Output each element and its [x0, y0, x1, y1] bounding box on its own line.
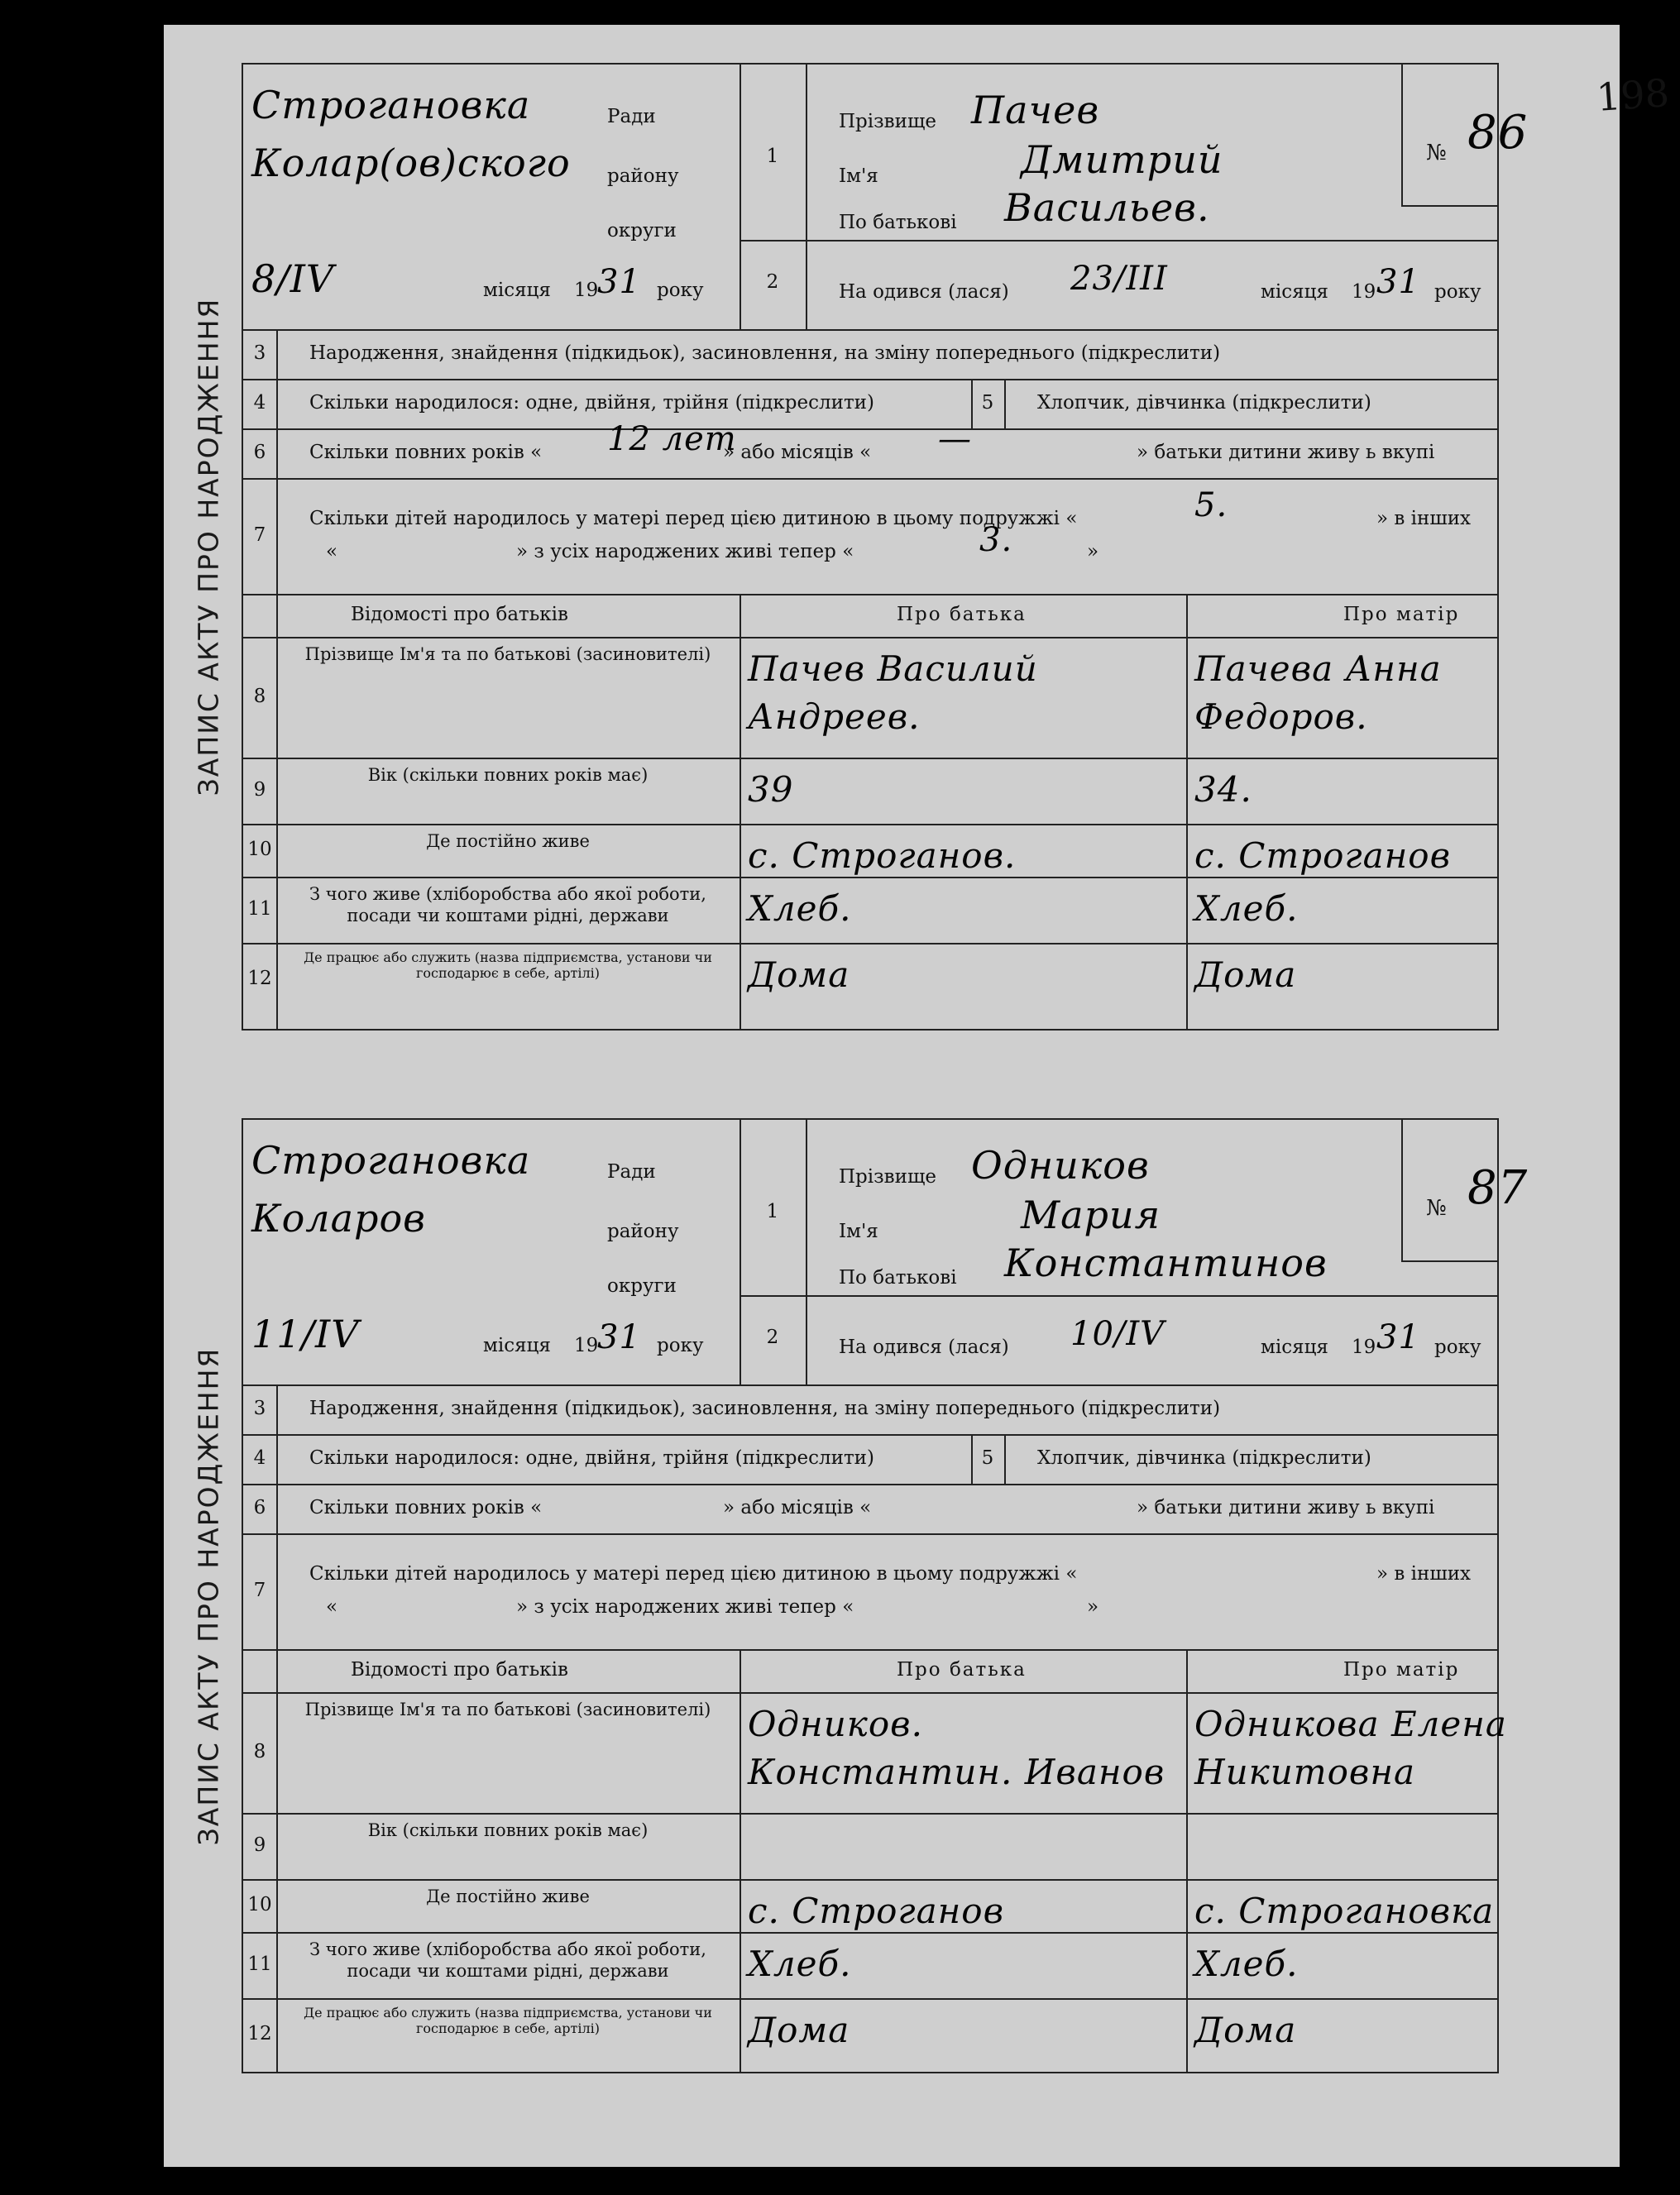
row6-text-a: Скільки повних років «	[309, 1497, 543, 1518]
rada-label: Ради	[607, 1161, 656, 1183]
table-rule	[243, 824, 1497, 825]
row7-line2-b: » з усіх народжених живі тепер «	[516, 541, 854, 562]
mother-value: Дома	[1194, 954, 1297, 995]
row7-line1: Скільки дітей народилось у матері перед цією дитиною в цьому подружжі «	[309, 508, 1078, 529]
born-year-prefix: 19	[1352, 281, 1376, 303]
parents-header-label: Відомості про батьків	[351, 604, 568, 625]
table-rule	[1401, 205, 1497, 207]
patronymic-label: По батькові	[839, 212, 957, 233]
row-num: 12	[247, 968, 272, 989]
parent-field-label: Де постійно живе	[426, 831, 590, 851]
parent-field-label: Прізвище Ім'я та по батькові (засиновителі)	[304, 644, 711, 664]
table-rule	[243, 1879, 1497, 1881]
table-rule	[243, 943, 1497, 944]
row-num: 11	[247, 898, 272, 920]
year-prefix: 19	[574, 1335, 599, 1356]
row-num: 3	[253, 1398, 266, 1419]
table-rule	[1401, 65, 1403, 205]
table-rule	[243, 637, 1497, 638]
okruga-label: округи	[607, 1275, 677, 1297]
born-year-digits: 31	[1376, 1318, 1420, 1356]
table-rule	[243, 1384, 1497, 1386]
number-value: 86	[1467, 106, 1529, 160]
row7-line1: Скільки дітей народилось у матері перед цією дитиною в цьому подружжі «	[309, 1563, 1078, 1585]
row7-line1-end: » в інших	[1376, 1563, 1472, 1585]
father-value: с. Строганов	[748, 1891, 1005, 1931]
parent-field-label: Де постійно живе	[426, 1887, 590, 1906]
mother-value: Хлеб.	[1194, 1944, 1299, 1984]
row-num: 5	[981, 1447, 994, 1469]
row-num: 1	[766, 1201, 779, 1222]
parent-field-label: Де працює або служить (назва підприємства, установи чи господарює в себе, артілі)	[304, 949, 712, 981]
side-title	[175, 63, 242, 1031]
number-label: №	[1426, 141, 1447, 165]
row6-text-b: » або місяців «	[723, 1497, 872, 1518]
father-value: Хлеб.	[748, 888, 852, 929]
row7-line2-b: » з усіх народжених живі тепер «	[516, 1596, 854, 1618]
name-label: Ім'я	[839, 165, 878, 187]
table-rule	[1186, 1649, 1188, 2072]
table-rule	[1004, 1434, 1006, 1484]
row-num: 8	[253, 1741, 266, 1762]
parent-field-label: З чого живе (хліборобства або якої роботи, посади чи коштами рідні, держави	[309, 1939, 706, 1981]
row-num: 8	[253, 686, 266, 707]
row7-line2-a: «	[326, 1596, 338, 1618]
row7-line2-a: «	[326, 541, 338, 562]
table-rule	[243, 329, 1497, 331]
table-rule	[739, 240, 1497, 241]
parent-field-label: Прізвище Ім'я та по батькові (засиновителі)	[304, 1700, 711, 1719]
form-frame	[242, 1118, 1529, 2073]
mother-value: Хлеб.	[1194, 888, 1299, 929]
parent-field-label: Вік (скільки повних років має)	[367, 1820, 649, 1840]
name-value: Мария	[1021, 1193, 1161, 1237]
rada-value: Строгановка	[251, 83, 531, 127]
year-digits: 31	[597, 1318, 641, 1356]
table-rule	[243, 594, 1497, 595]
rada-label: Ради	[607, 106, 656, 127]
surname-label: Прізвище	[839, 1166, 936, 1188]
born-label: На одився (лася)	[839, 281, 1009, 303]
row6-text-b: » або місяців «	[723, 442, 872, 463]
rayon-label: району	[607, 165, 679, 187]
row7-line1-end: » в інших	[1376, 508, 1472, 529]
corner-page-number: 198	[1595, 70, 1671, 120]
form-text: ЗАПИС АКТУ ПРО НАРОДЖЕННЯ	[192, 297, 225, 796]
row-num: 10	[247, 839, 272, 860]
row-num: 9	[253, 1834, 266, 1856]
born-date-value: 23/III	[1070, 260, 1168, 298]
year-prefix: 19	[574, 280, 599, 301]
row-num: 4	[253, 1447, 266, 1469]
table-rule	[243, 478, 1497, 480]
table-rule	[243, 1649, 245, 1692]
row-num: 10	[247, 1894, 272, 1915]
table-rule	[243, 1649, 1497, 1651]
row-num: 12	[247, 2023, 272, 2044]
rada-value: Строгановка	[251, 1138, 531, 1183]
month-label: місяця	[483, 280, 551, 301]
rayon-label: району	[607, 1221, 679, 1242]
patronymic-value: Константинов	[1004, 1241, 1328, 1285]
row-num: 3	[253, 342, 266, 364]
year-digits: 31	[597, 263, 641, 301]
row-num: 1	[766, 146, 779, 167]
row3-text: Народження, знайдення (підкидьок), засиновлення, на зміну попереднього (підкреслити)	[309, 342, 1221, 364]
table-rule	[276, 329, 278, 1029]
row6-text-c: » батьки дитини живу ь вкупі	[1137, 442, 1435, 463]
born-year-label: року	[1434, 1337, 1481, 1358]
row6-years-value: 12 лет	[607, 420, 737, 458]
table-rule	[1186, 594, 1188, 1029]
row6-months-value: —	[938, 420, 972, 458]
mother-header: Про матір	[1343, 604, 1460, 625]
father-value: Пачев Василий Андреев.	[748, 648, 1038, 737]
form-text: ЗАПИС АКТУ ПРО НАРОДЖЕННЯ	[192, 1346, 225, 1845]
table-rule	[243, 1998, 1497, 2000]
mother-header: Про матір	[1343, 1659, 1460, 1681]
row6-text-a: Скільки повних років «	[309, 442, 543, 463]
table-rule	[739, 1295, 1497, 1297]
born-year-prefix: 19	[1352, 1337, 1376, 1358]
born-label: На одився (лася)	[839, 1337, 1009, 1358]
table-rule	[243, 379, 1497, 380]
name-value: Дмитрий	[1021, 137, 1223, 182]
row-num: 4	[253, 392, 266, 414]
table-rule	[243, 1692, 1497, 1694]
year-label: року	[657, 1335, 704, 1356]
father-value: Дома	[748, 2010, 850, 2050]
row7-this-marriage-value: 5.	[1194, 486, 1228, 524]
father-value: 39	[748, 769, 794, 810]
table-rule	[806, 1120, 807, 1384]
form-frame	[242, 63, 1529, 1031]
table-rule	[243, 877, 1497, 878]
row5-text: Хлопчик, дівчинка (підкреслити)	[1037, 392, 1371, 414]
table-rule	[276, 1384, 278, 2072]
father-header: Про батька	[897, 1659, 1027, 1681]
mother-value: Пачева Анна Федоров.	[1194, 648, 1442, 737]
born-month-label: місяця	[1261, 281, 1328, 303]
father-header: Про батька	[897, 604, 1027, 625]
row6-text-c: » батьки дитини живу ь вкупі	[1137, 1497, 1435, 1518]
parent-field-label: Вік (скільки повних років має)	[367, 765, 649, 785]
date-value: 8/IV	[251, 256, 335, 301]
parents-header-label: Відомості про батьків	[351, 1659, 568, 1681]
row7-line2-c: »	[1087, 541, 1099, 562]
father-value: Хлеб.	[748, 1944, 852, 1984]
row3-text: Народження, знайдення (підкидьок), засиновлення, на зміну попереднього (підкреслити)	[309, 1398, 1221, 1419]
row-num: 11	[247, 1954, 272, 1975]
number-value: 87	[1467, 1161, 1529, 1215]
table-rule	[1401, 1120, 1403, 1260]
rayon-value: Колар(ов)ского	[251, 141, 571, 185]
table-rule	[1004, 379, 1006, 428]
row7-alive-value: 3.	[979, 521, 1013, 559]
month-label: місяця	[483, 1335, 551, 1356]
row4-text: Скільки народилося: одне, двійня, трійня (підкреслити)	[309, 1447, 874, 1469]
surname-label: Прізвище	[839, 111, 936, 132]
father-value: Одников. Константин. Иванов	[748, 1704, 1165, 1792]
birth-record-2	[175, 1118, 1529, 2073]
born-month-label: місяця	[1261, 1337, 1328, 1358]
father-value: Дома	[748, 954, 850, 995]
row-num: 2	[766, 1327, 779, 1348]
table-rule	[243, 1434, 1497, 1436]
table-rule	[806, 65, 807, 329]
parent-field-label: З чого живе (хліборобства або якої роботи, посади чи коштами рідні, держави	[309, 884, 706, 925]
mother-value: Дома	[1194, 2010, 1297, 2050]
born-year-label: року	[1434, 281, 1481, 303]
name-label: Ім'я	[839, 1221, 878, 1242]
mother-value: с. Строганов	[1194, 835, 1452, 876]
table-rule	[243, 428, 1497, 430]
row-num: 5	[981, 392, 994, 414]
birth-record-1	[175, 63, 1529, 1031]
father-value: с. Строганов.	[748, 835, 1017, 876]
surname-value: Пачев	[971, 88, 1100, 132]
table-rule	[243, 758, 1497, 759]
row-num: 6	[253, 1497, 266, 1518]
parent-field-label: Де працює або служить (назва підприємства, установи чи господарює в себе, артілі)	[304, 2005, 712, 2036]
table-rule	[243, 594, 245, 637]
rayon-value: Коларов	[251, 1196, 426, 1241]
row5-text: Хлопчик, дівчинка (підкреслити)	[1037, 1447, 1371, 1469]
patronymic-value: Васильев.	[1004, 185, 1210, 230]
born-date-value: 10/IV	[1070, 1315, 1165, 1353]
mother-value: Одникова Елена Никитовна	[1194, 1704, 1507, 1792]
date-value: 11/IV	[251, 1312, 360, 1356]
row-num: 7	[253, 524, 266, 546]
row-num: 9	[253, 779, 266, 801]
table-rule	[1401, 1260, 1497, 1262]
table-rule	[243, 1533, 1497, 1535]
row7-line2-c: »	[1087, 1596, 1099, 1618]
table-rule	[739, 1649, 741, 2072]
year-label: року	[657, 280, 704, 301]
row-num: 7	[253, 1580, 266, 1601]
row-num: 6	[253, 442, 266, 463]
row4-text: Скільки народилося: одне, двійня, трійня (підкреслити)	[309, 392, 874, 414]
table-rule	[243, 1484, 1497, 1485]
table-rule	[739, 594, 741, 1029]
surname-value: Одников	[971, 1143, 1150, 1188]
born-year-digits: 31	[1376, 263, 1420, 301]
number-label: №	[1426, 1196, 1447, 1221]
patronymic-label: По батькові	[839, 1267, 957, 1289]
side-title	[175, 1118, 242, 2073]
okruga-label: округи	[607, 220, 677, 241]
row-num: 2	[766, 271, 779, 293]
mother-value: 34.	[1194, 769, 1252, 810]
mother-value: с. Строгановка	[1194, 1891, 1495, 1931]
table-rule	[243, 1813, 1497, 1815]
table-rule	[243, 1932, 1497, 1934]
